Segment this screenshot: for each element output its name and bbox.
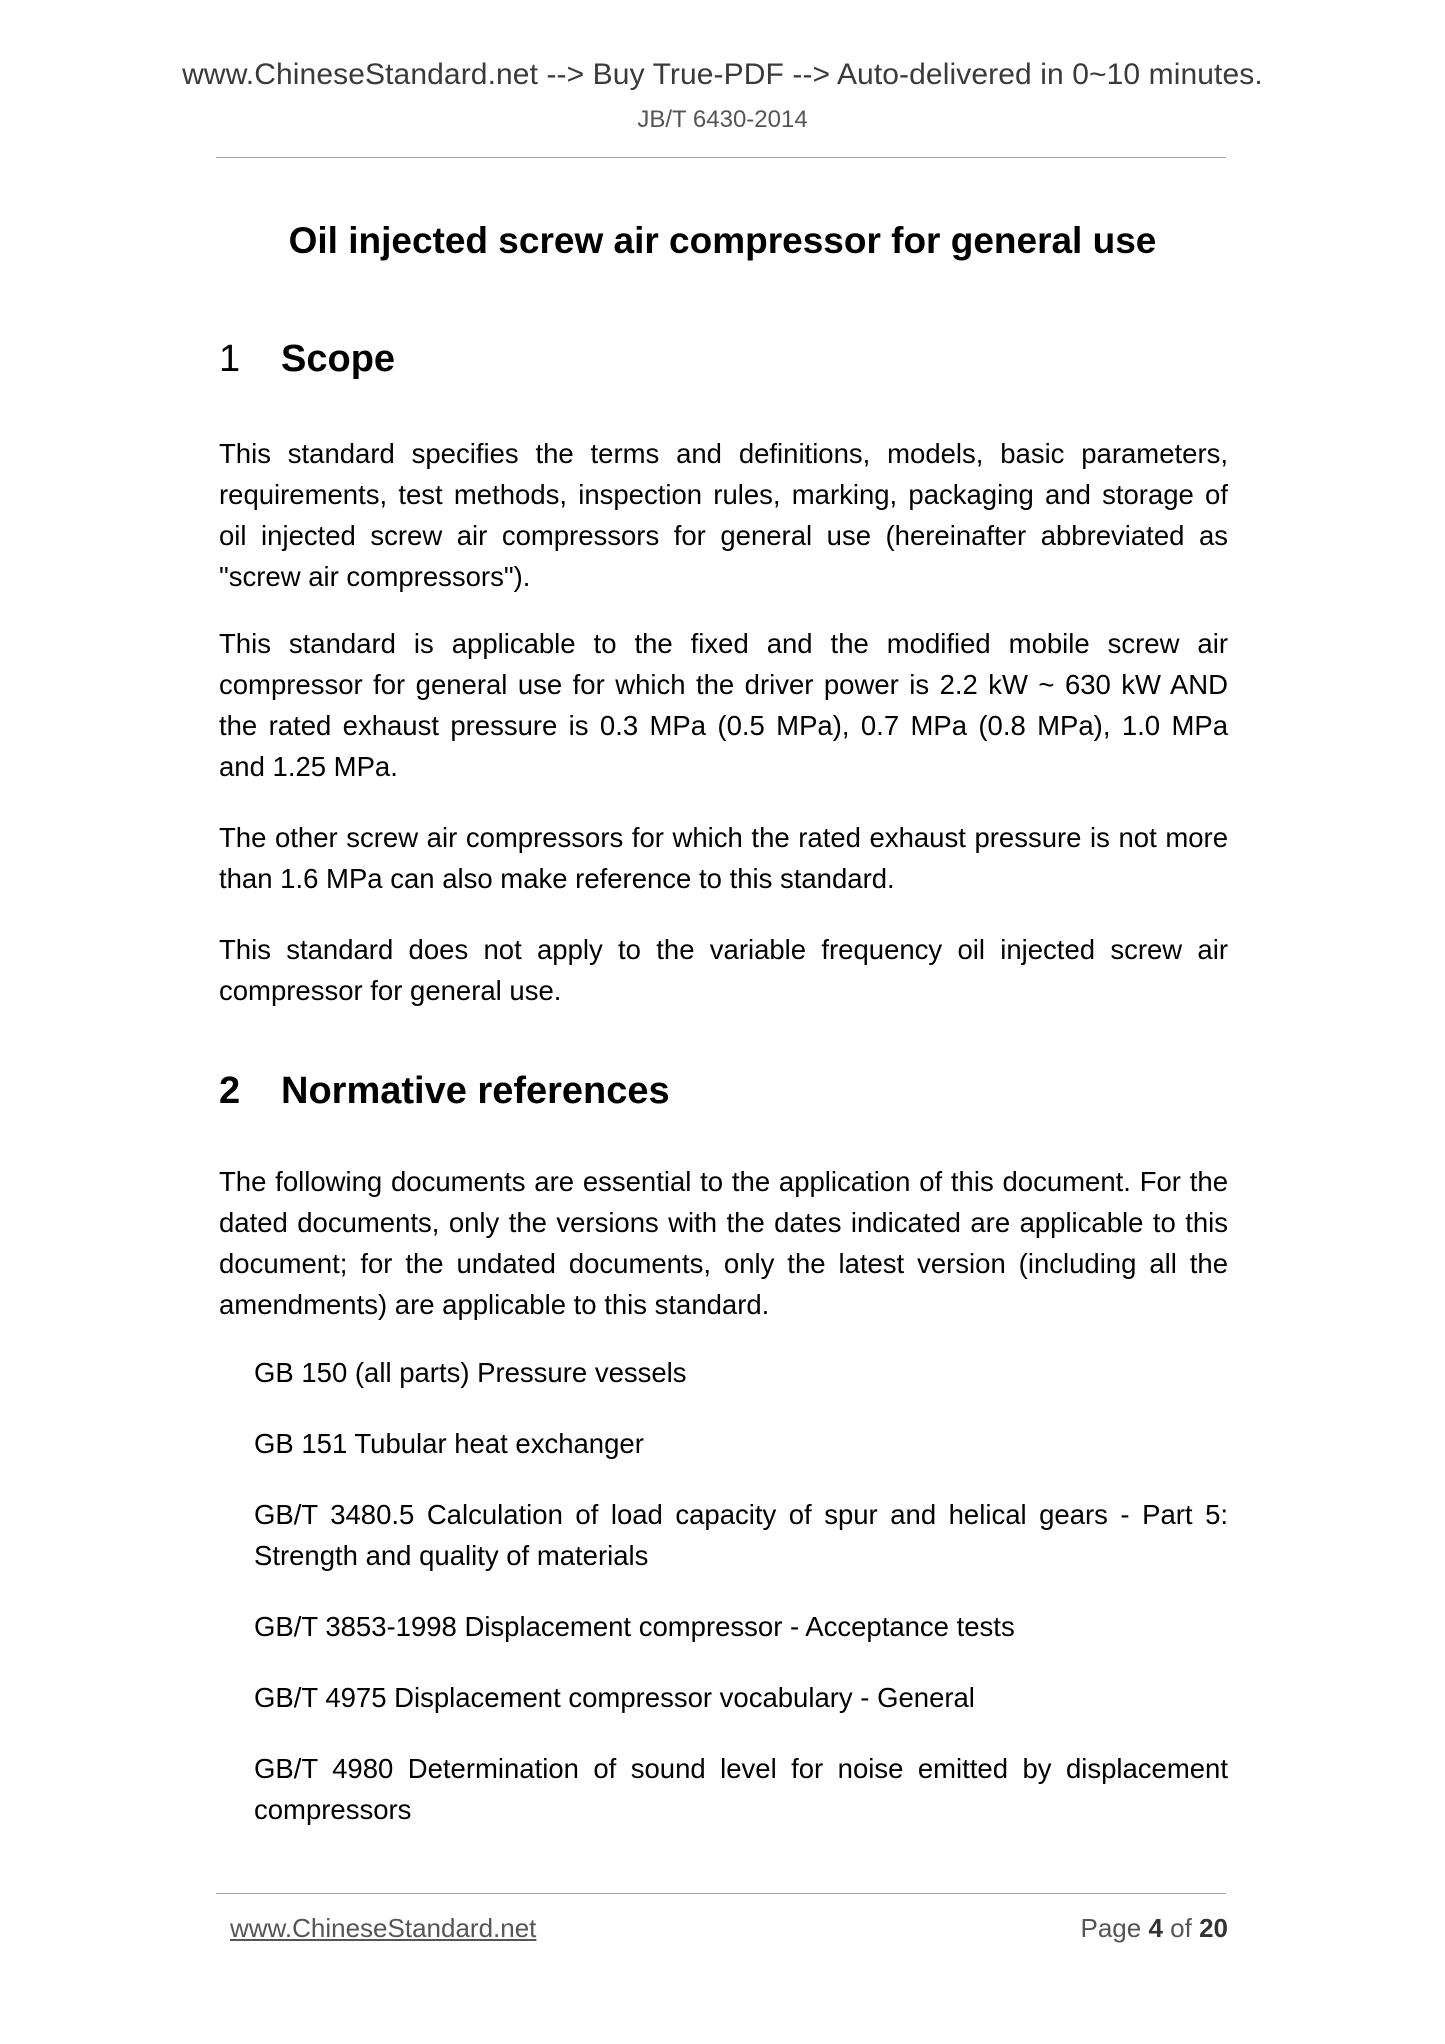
reference-item: GB/T 3480.5 Calculation of load capacity of spur and helical gears - Part 5: Strength and quality of materials [254,1499,1228,1571]
reference-item: GB/T 4980 Determination of sound level for noise emitted by displacement compressors [254,1753,1228,1825]
section-heading-normative-references [219,1070,670,1113]
page-number [1080,1913,1228,1944]
header-divider [216,157,1226,158]
reference-item: GB 151 Tubular heat exchanger [254,1428,644,1459]
reference-item: GB/T 4975 Displacement compressor vocabulary - General [254,1682,975,1713]
document-id: JB/T 6430-2014 [637,106,808,133]
page-of-label: of [1170,1913,1192,1943]
footer-divider [216,1893,1226,1894]
section-heading-scope [219,338,395,381]
scope-paragraph: The other screw air compressors for which the rated exhaust pressure is not more than 1.6 MPa can also make reference to this standard. [219,822,1228,894]
scope-paragraph: This standard specifies the terms and definitions, models, basic parameters, requirements, test methods, inspection rules, marking, packaging and storage of oil injected screw air compressors for general use (hereinafter abbreviated as "screw air compressors"). [219,438,1228,592]
page-label: Page [1080,1913,1142,1943]
reference-item: GB 150 (all parts) Pressure vessels [254,1357,687,1388]
page-current: 4 [1148,1913,1163,1943]
section-title: Scope [281,338,396,380]
section-number: 1 [219,338,241,380]
references-intro-paragraph: The following documents are essential to the application of this document. For the dated documents, only the versions with the dates indicated are applicable to this document; for the undated documents, only the latest version (including all the amendments) are applicable to this standard. [219,1166,1228,1320]
header-banner: www.ChineseStandard.net --> Buy True-PDF --> Auto-delivered in 0~10 minutes. [182,58,1263,91]
footer-website-link[interactable]: www.ChineseStandard.net [230,1913,537,1943]
document-title: Oil injected screw air compressor for general use [288,220,1157,261]
section-title: Normative references [281,1070,670,1112]
reference-item: GB/T 3853-1998 Displacement compressor - Acceptance tests [254,1611,1015,1642]
page-total: 20 [1199,1913,1228,1943]
scope-paragraph: This standard does not apply to the variable frequency oil injected screw air compressor for general use. [219,934,1228,1006]
scope-paragraph: This standard is applicable to the fixed and the modified mobile screw air compressor for general use for which the driver power is 2.2 kW ~ 630 kW AND the rated exhaust pressure is 0.3 MPa (0.5 MPa), 0.7 MPa (0.8 MPa), 1.0 MPa and 1.25 MPa. [219,628,1228,782]
section-number: 2 [219,1070,241,1112]
